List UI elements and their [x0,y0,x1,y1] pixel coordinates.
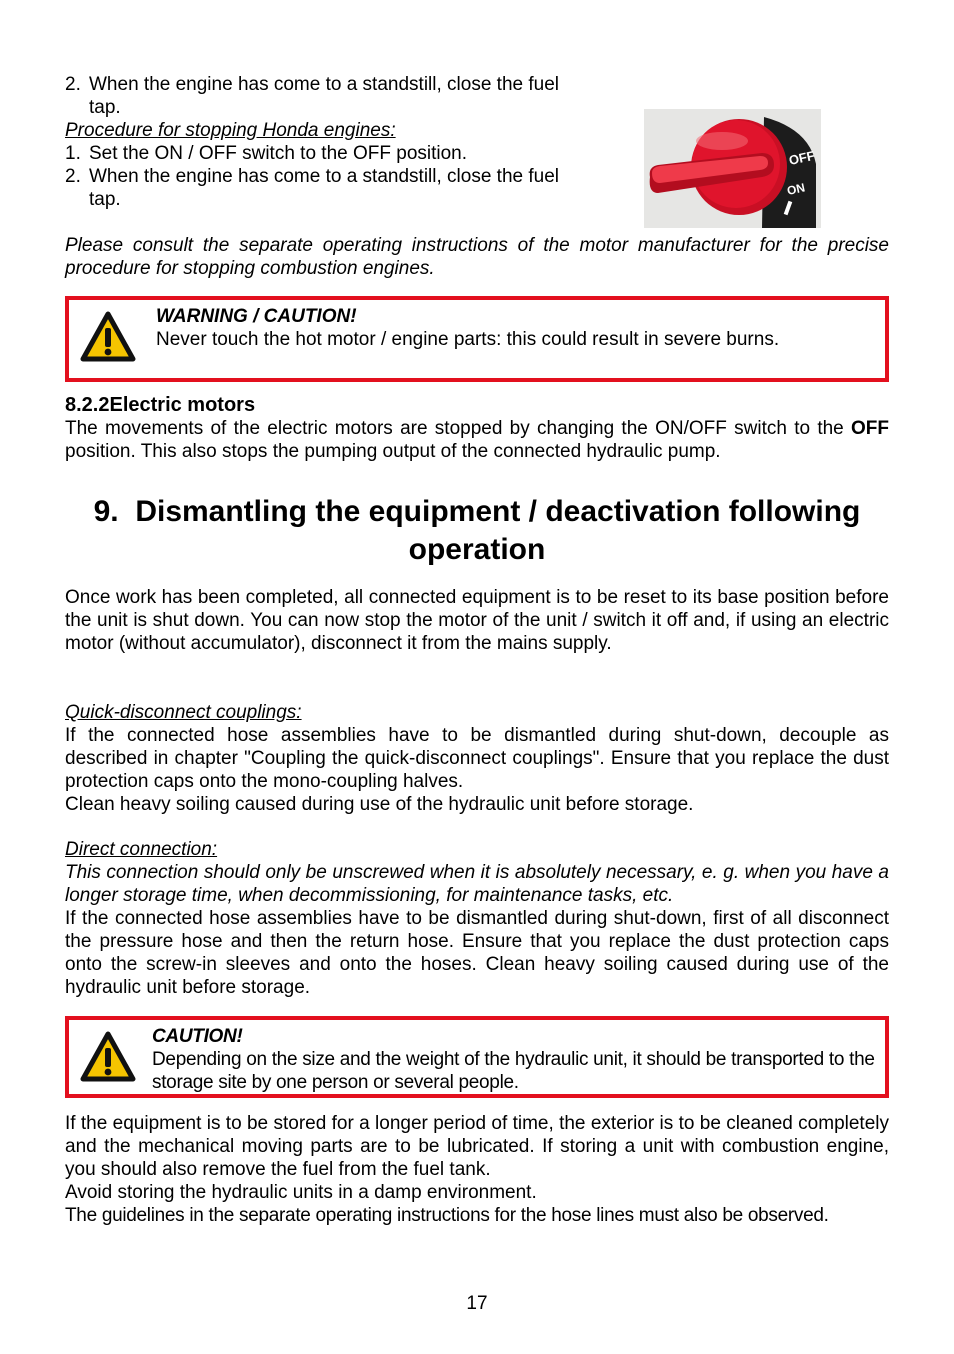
step-list-previous [65,73,570,119]
honda-procedure-heading: Procedure for stopping Honda engines: [65,120,396,141]
switch-knob-icon [644,109,821,228]
electric-motors-text-1: The movements of the electric motors are stopped by changing the ON/OFF switch to the [65,418,844,439]
off-bold-text: OFF [851,418,890,439]
list-item [65,73,570,119]
step-number: 2. [65,74,81,95]
page-content [65,73,889,1227]
electric-motors-paragraph [65,417,889,463]
storage-hose-guidelines-note: The guidelines in the separate operating instructions for the hose lines must also be observed. [65,1205,829,1226]
step-text: Set the ON / OFF switch to the OFF position. [89,143,468,164]
chapter-heading-line-1: 9. Dismantling the equipment / deactivation following [93,495,861,528]
quick-disconnect-heading: Quick-disconnect couplings: [65,702,302,723]
caution-content [152,1025,882,1094]
switch-on-label: ON [785,180,807,198]
honda-step-list [65,142,570,211]
quick-disconnect-paragraph: If the connected hose assemblies have to be dismantled during shut-down, decouple as described in chapter "Coupling the quick-disconnect couplings". Ensure that you replace the dust protection caps onto the mono-coupling halves. [65,725,889,792]
caution-text: Depending on the size and the weight of the hydraulic unit, it should be transported to the storage site by one person or several people. [152,1049,875,1093]
list-item [65,165,570,211]
direct-connection-paragraph: If the connected hose assemblies have to be dismantled during shut-down, first of all disconnect the pressure hose and then the return hose. Ensure that you replace the dust protection caps onto the screw-in sleeves and onto the hoses. Clean heavy soiling caused during use of the hydraulic unit before storage. [65,908,889,998]
stop-procedure-block [65,73,570,211]
chapter-intro-paragraph: Once work has been completed, all connected equipment is to be reset to its base position before the unit is shut down. You can now stop the motor of the unit / switch it off and, if using an electric motor (without accumulator), disconnect it from the mains supply. [65,587,889,654]
chapter-heading-line-2: operation [408,533,546,566]
electric-motors-text-2: position. This also stops the pumping output of the connected hydraulic pump. [65,441,721,462]
storage-damp-note: Avoid storing the hydraulic units in a damp environment. [65,1182,537,1203]
warning-triangle-icon [80,311,136,369]
list-item [65,142,570,165]
storage-paragraph: If the equipment is to be stored for a longer period of time, the exterior is to be cleaned completely and the mechanical moving parts are to be lubricated. If storing a unit with combustion engine, you should also remove the fuel from the fuel tank. [65,1113,889,1180]
chapter-heading [65,493,889,569]
warning-content [156,305,876,351]
caution-box-transport [65,1016,889,1098]
direct-connection-italic-note: This connection should only be unscrewed when it is absolutely necessary, e. g. when you have a longer storage time, when decommissioning, for maintenance tasks, etc. [65,862,889,906]
warning-title: WARNING / CAUTION! [156,306,357,327]
on-off-switch-image [644,109,821,228]
caution-title: CAUTION! [152,1026,243,1047]
direct-connection-heading: Direct connection: [65,839,218,860]
page-number: 17 [466,1293,488,1314]
step-number: 2. [65,166,81,187]
section-heading-electric-motors: 8.2.2Electric motors [65,394,256,416]
warning-text: Never touch the hot motor / engine parts: this could result in severe burns. [156,329,780,350]
step-text: When the engine has come to a standstill, close the fuel tap. [89,74,559,118]
step-text: When the engine has come to a standstill, close the fuel tap. [89,166,559,210]
step-number: 1. [65,143,81,164]
quick-disconnect-clean-note: Clean heavy soiling caused during use of the hydraulic unit before storage. [65,794,694,815]
warning-triangle-icon [80,1031,136,1089]
consult-instructions-note: Please consult the separate operating instructions of the motor manufacturer for the precise procedure for stopping combustion engines. [65,235,889,279]
switch-off-label: OFF [787,147,817,168]
warning-box-hot-parts [65,296,889,382]
